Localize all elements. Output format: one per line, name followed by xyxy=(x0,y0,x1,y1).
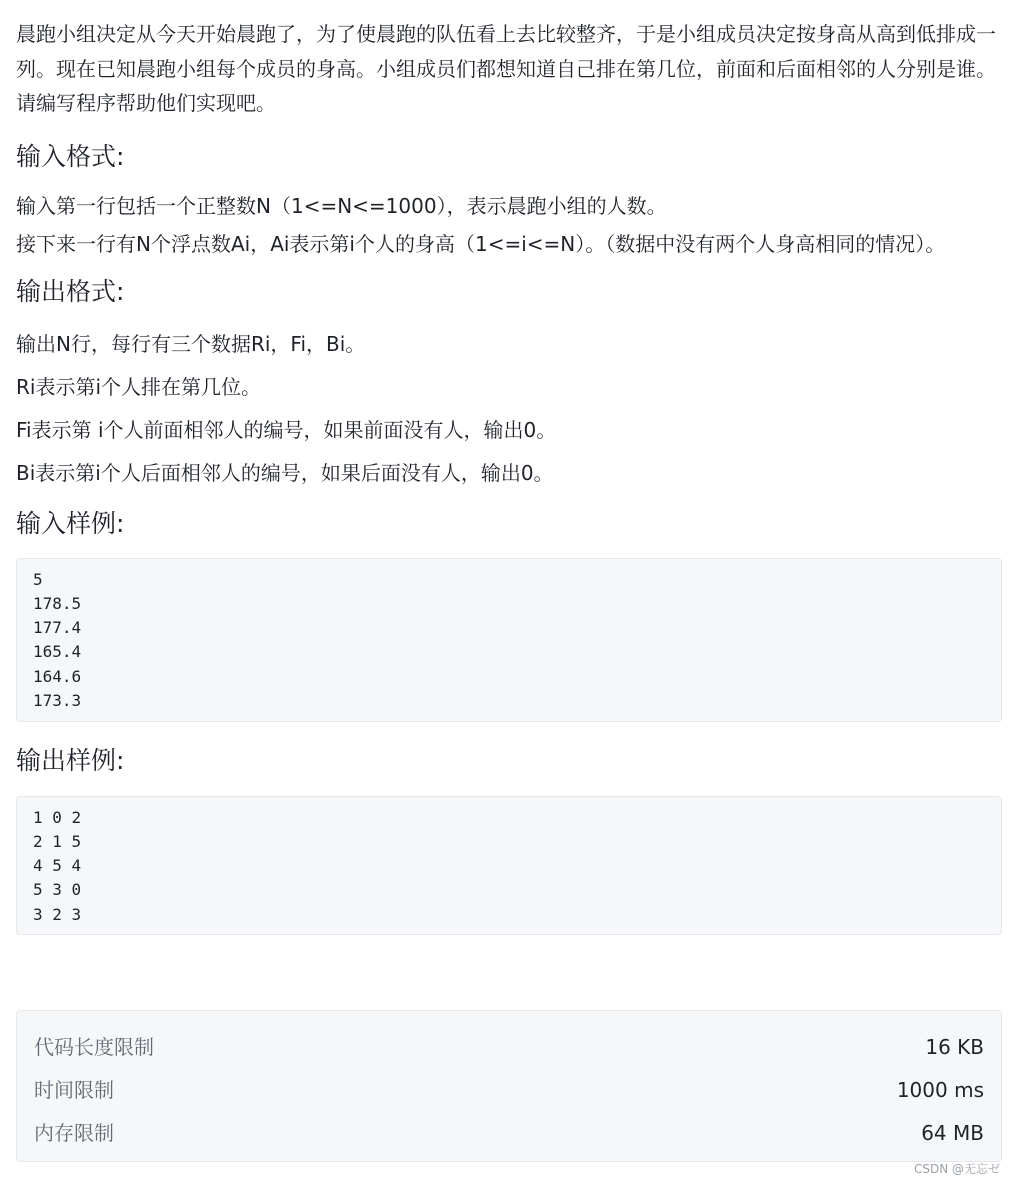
input-format-heading: 输入格式: xyxy=(16,141,125,171)
input-format-line: 输入第一行包括一个正整数N（1<=N<=1000），表示晨跑小组的人数。 xyxy=(16,193,667,218)
code-length-limit-row xyxy=(34,1026,984,1069)
memory-limit-row xyxy=(34,1112,984,1155)
output-format-line: Bi表示第i个人后面相邻人的编号，如果后面没有人，输出0。 xyxy=(16,460,554,485)
time-limit-row xyxy=(34,1069,984,1112)
limit-label: 时间限制 xyxy=(34,1078,114,1102)
input-format-line: 接下来一行有N个浮点数Ai，Ai表示第i个人的身高（1<=i<=N）。（数据中没有两个人身高相同的情况）。 xyxy=(16,231,946,256)
output-format-line: Fi表示第 i个人前面相邻人的编号，如果前面没有人，输出0。 xyxy=(16,417,557,442)
limit-label: 内存限制 xyxy=(34,1121,114,1145)
sample-output-heading: 输出样例: xyxy=(16,745,125,775)
problem-page xyxy=(16,0,1002,935)
limits-panel xyxy=(16,1010,1002,1162)
output-format-line: 输出N行，每行有三个数据Ri，Fi，Bi。 xyxy=(16,331,366,356)
limit-label: 代码长度限制 xyxy=(34,1035,154,1059)
watermark: CSDN @无忘ゼ xyxy=(913,1162,1000,1176)
problem-description: 晨跑小组决定从今天开始晨跑了，为了使晨跑的队伍看上去比较整齐，于是小组成员决定按身高从高到低排成一列。现在已知晨跑小组每个成员的身高。小组成员们都想知道自己排在第几位，前面和后面相邻的人分别是谁。请编写程序帮助他们实现吧。 xyxy=(16,22,996,115)
limit-value: 1000 ms xyxy=(896,1078,984,1102)
output-format-heading: 输出格式: xyxy=(16,276,125,306)
limit-value: 64 MB xyxy=(921,1121,984,1145)
sample-input-code: 5 178.5 177.4 165.4 164.6 173.3 xyxy=(16,558,1002,722)
sample-output-code: 1 0 2 2 1 5 4 5 4 5 3 0 3 2 3 xyxy=(16,796,1002,935)
limit-value: 16 KB xyxy=(925,1035,984,1059)
output-format-line: Ri表示第i个人排在第几位。 xyxy=(16,374,262,399)
sample-input-heading: 输入样例: xyxy=(16,508,125,538)
